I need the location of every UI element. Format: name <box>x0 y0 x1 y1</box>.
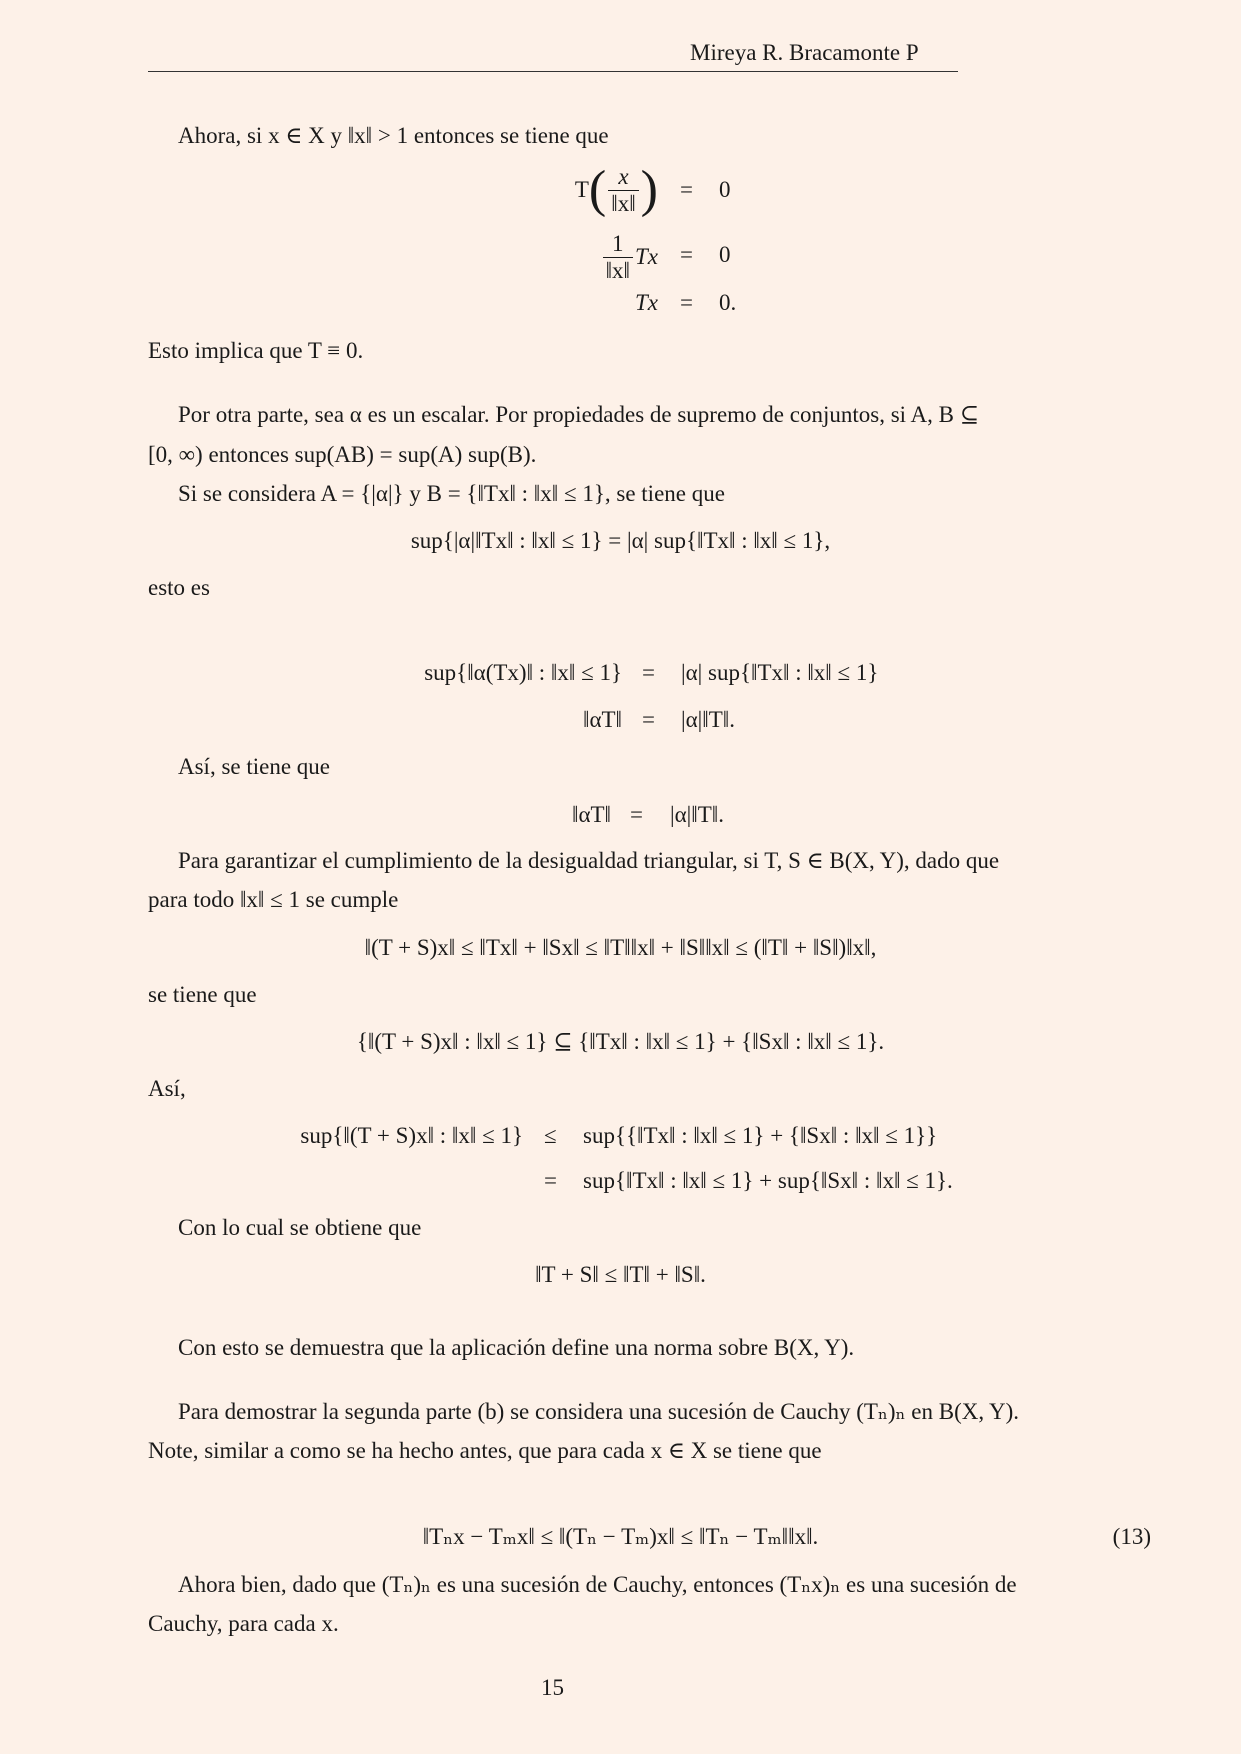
paragraph-3-line-1: Por otra parte, sea α es un escalar. Por propiedades de supremo de conjuntos, si A, B ⊆ <box>178 402 980 427</box>
paragraph-13-line-1: Ahora bien, dado que (Tₙ)ₙ es una sucesión de Cauchy, entonces (Tₙx)ₙ es una sucesión de <box>178 1572 1017 1597</box>
eq1-row2-rel: = <box>680 242 693 267</box>
paragraph-12-line-2: Note, similar a como se ha hecho antes, que para cada x ∈ X se tiene que <box>148 1438 822 1463</box>
paragraph-10: Con lo cual se obtiene que <box>178 1215 422 1240</box>
paragraph-4: Si se considera A = {|α|} y B = {‖Tx‖ : ‖x‖ ≤ 1}, se tiene que <box>178 481 725 506</box>
eq4-rel: = <box>630 802 643 827</box>
header-rule <box>148 71 958 72</box>
eq3-row2-lhs: ‖αT‖ <box>582 707 622 732</box>
equation-9: ‖Tₙx − Tₘx‖ ≤ ‖(Tₙ − Tₘ)x‖ ≤ ‖Tₙ − Tₘ‖‖x‖. <box>422 1524 819 1549</box>
eq7-row1-rel: ≤ <box>544 1123 557 1148</box>
eq1-T: T <box>574 177 589 202</box>
paragraph-7-line-1: Para garantizar el cumplimiento de la desigualdad triangular, si T, S ∈ B(X, Y), dado que <box>178 848 1000 873</box>
paragraph-1: Ahora, si x ∈ X y ‖x‖ > 1 entonces se tiene que <box>178 123 609 148</box>
eq7-row1-lhs: sup{‖(T + S)x‖ : ‖x‖ ≤ 1} <box>300 1123 523 1148</box>
paragraph-7-line-2: para todo ‖x‖ ≤ 1 se cumple <box>148 887 399 912</box>
eq3-row2-rhs: |α|‖T‖. <box>681 707 735 732</box>
eq1-row2-rhs: 0 <box>719 242 731 267</box>
eq1-row2-Tx: Tx <box>635 244 658 269</box>
eq3-row1-rel: = <box>642 660 655 685</box>
eq1-row2-fraction <box>603 231 633 284</box>
paragraph-6: Así, se tiene que <box>178 754 331 779</box>
eq3-row1-rhs: |α| sup{‖Tx‖ : ‖x‖ ≤ 1} <box>681 660 879 685</box>
eq3-row1-lhs: sup{‖α(Tx)‖ : ‖x‖ ≤ 1} <box>424 660 622 685</box>
running-header-author: Mireya R. Bracamonte P <box>690 40 919 65</box>
eq1-row1-rhs: 0 <box>719 177 731 202</box>
eq1-row2-frac-den: ‖x‖ <box>605 257 630 283</box>
equation-5: ‖(T + S)x‖ ≤ ‖Tx‖ + ‖Sx‖ ≤ ‖T‖‖x‖ + ‖S‖‖x‖ ≤ (‖T‖ + ‖S‖)‖x‖, <box>364 935 877 960</box>
eq3-row2-rel: = <box>642 707 655 732</box>
equation-2: sup{|α|‖Tx‖ : ‖x‖ ≤ 1} = |α| sup{‖Tx‖ : ‖x‖ ≤ 1}, <box>410 528 831 553</box>
equation-8: ‖T + S‖ ≤ ‖T‖ + ‖S‖. <box>535 1262 706 1287</box>
eq1-frac-num: x <box>608 164 638 191</box>
eq7-row2-rhs: sup{‖Tx‖ : ‖x‖ ≤ 1} + sup{‖Sx‖ : ‖x‖ ≤ 1}. <box>583 1168 953 1193</box>
eq4-rhs: |α|‖T‖. <box>670 802 724 827</box>
eq1-row3-rhs: 0. <box>719 290 737 315</box>
paragraph-2: Esto implica que T ≡ 0. <box>148 338 364 363</box>
paragraph-8: se tiene que <box>148 982 257 1007</box>
paragraph-12-line-1: Para demostrar la segunda parte (b) se considera una sucesión de Cauchy (Tₙ)ₙ en B(X, Y). <box>178 1399 1020 1424</box>
paragraph-9: Así, <box>148 1076 186 1101</box>
eq4-lhs: ‖αT‖ <box>571 802 611 827</box>
eq1-row1-lhs <box>575 158 658 222</box>
eq1-left-paren: ( <box>588 161 607 218</box>
equation-9-number: (13) <box>1112 1524 1151 1549</box>
eq1-fraction <box>608 164 638 217</box>
eq1-right-paren: ) <box>640 161 658 218</box>
equation-6: {‖(T + S)x‖ : ‖x‖ ≤ 1} ⊆ {‖Tx‖ : ‖x‖ ≤ 1} + {‖Sx‖ : ‖x‖ ≤ 1}. <box>356 1029 885 1054</box>
page-number: 15 <box>541 1675 564 1700</box>
eq7-row1-rhs: sup{{‖Tx‖ : ‖x‖ ≤ 1} + {‖Sx‖ : ‖x‖ ≤ 1}} <box>583 1123 938 1148</box>
paragraph-13-line-2: Cauchy, para cada x. <box>148 1611 339 1636</box>
eq1-row1-rel: = <box>680 177 693 202</box>
eq1-row2-lhs <box>601 225 658 289</box>
eq1-row2-frac-num: 1 <box>603 231 633 258</box>
eq1-row3-lhs: Tx <box>635 290 658 315</box>
paragraph-5: esto es <box>148 575 210 600</box>
eq7-row2-rel: = <box>544 1168 557 1193</box>
eq1-row3-rel: = <box>680 290 693 315</box>
eq1-frac-den: ‖x‖ <box>611 190 636 216</box>
paragraph-11: Con esto se demuestra que la aplicación define una norma sobre B(X, Y). <box>178 1335 855 1360</box>
paragraph-3-line-2: [0, ∞) entonces sup(AB) = sup(A) sup(B). <box>148 442 537 467</box>
